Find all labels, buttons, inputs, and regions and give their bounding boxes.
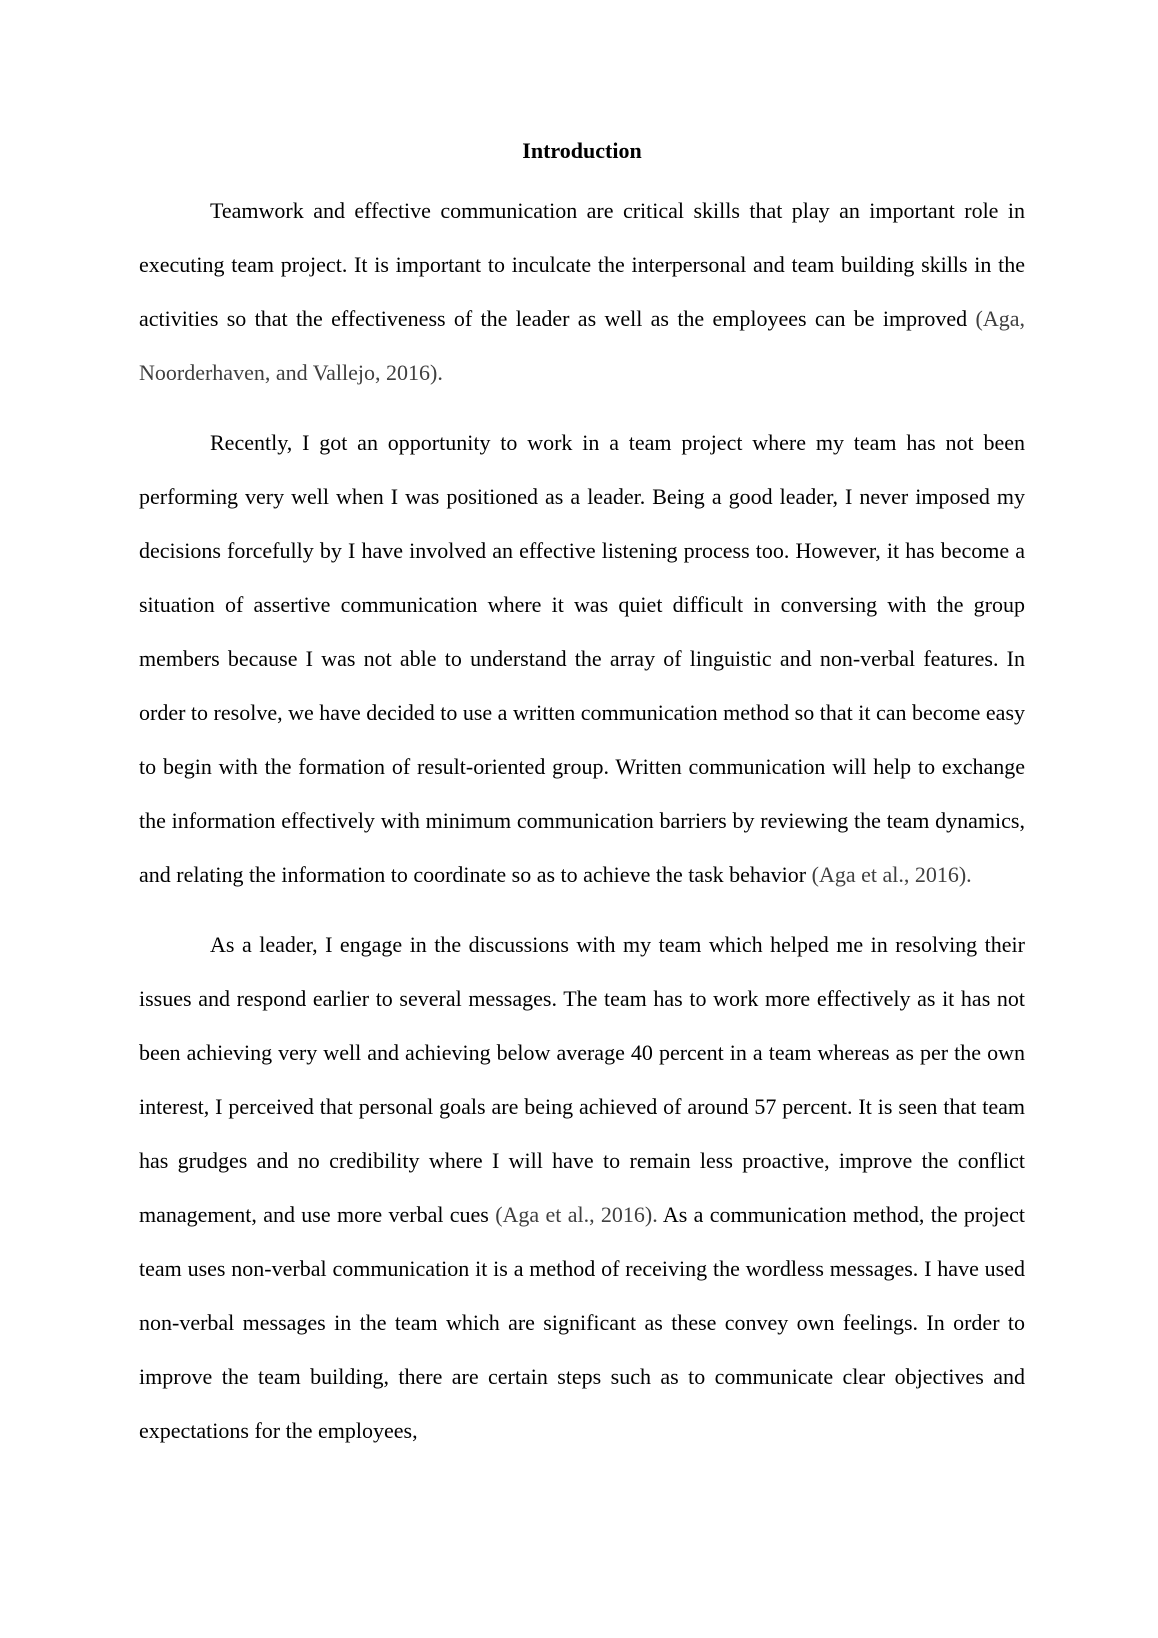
paragraph-3 xyxy=(139,918,1025,1458)
paragraph-1-text: Teamwork and effective communication are critical skills that play an important role in executing team project. It is important to inculcate the interpersonal and team building skills in the activities so that the effectiveness of the leader as well as the employees can be improved xyxy=(139,198,1025,331)
document-body xyxy=(139,130,1025,1474)
paragraph-2-text: Recently, I got an opportunity to work in a team project where my team has not been performing very well when I was positioned as a leader. Being a good leader, I never imposed my decisions forcefully by I have involved an effective listening process too. However, it has become a situation of assertive communication where it was quiet difficult in conversing with the group members because I was not able to understand the array of linguistic and non-verbal features. In order to resolve, we have decided to use a written communication method so that it can become easy to begin with the formation of result-oriented group. Written communication will help to exchange the information effectively with minimum communication barriers by reviewing the team dynamics, and relating the information to coordinate so as to achieve the task behavior xyxy=(139,430,1025,887)
paragraph-3-text: As a leader, I engage in the discussions with my team which helped me in resolving their issues and respond earlier to several messages. The team has to work more effectively as it has not been achieving very well and achieving below average 40 percent in a team whereas as per the own interest, I perceived that personal goals are being achieved of around 57 percent. It is seen that team has grudges and no credibility where I will have to remain less proactive, improve the conflict management, and use more verbal cues xyxy=(139,932,1025,1227)
paragraph-1-citation: (Aga, Noorderhaven, and Vallejo, 2016). xyxy=(139,306,1025,385)
paragraph-3-tail: As a communication method, the project team uses non-verbal communication it is a method of receiving the wordless messages. I have used non-verbal messages in the team which are significant as these convey own feelings. In order to improve the team building, there are certain steps such as to communicate clear objectives and expectations for the employees, xyxy=(139,1202,1026,1443)
paragraph-3-citation: (Aga et al., 2016). xyxy=(495,1202,658,1227)
paragraph-2 xyxy=(139,416,1025,902)
paragraph-2-citation: (Aga et al., 2016). xyxy=(811,862,972,887)
paragraph-1 xyxy=(139,184,1025,400)
section-heading: Introduction xyxy=(522,138,642,163)
